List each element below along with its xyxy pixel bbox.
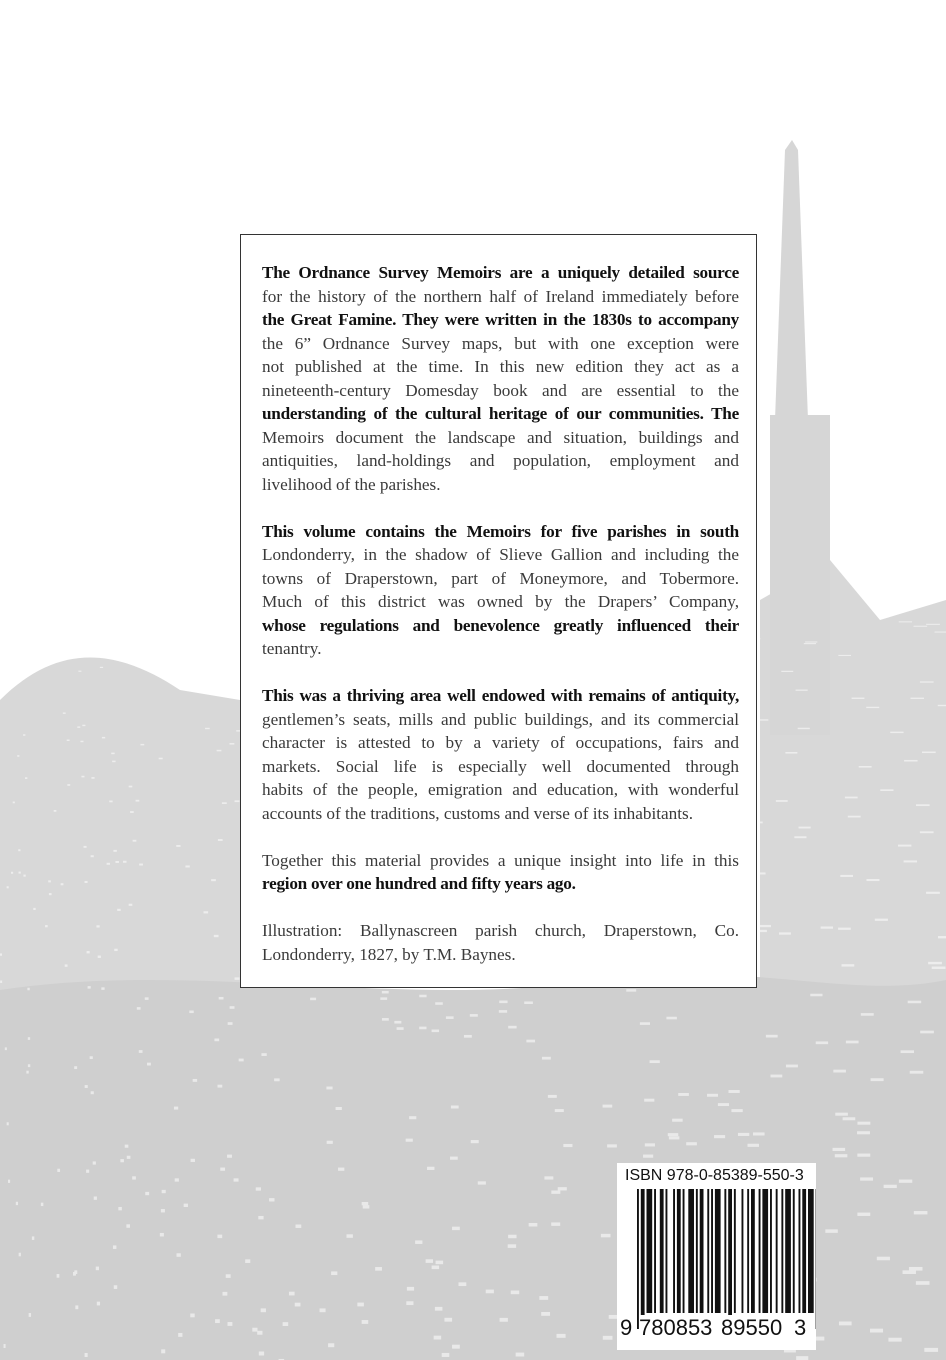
paragraph (262, 849, 739, 896)
barcode-bar (728, 1189, 732, 1329)
text-line: This was a thriving area well endowed with remains of antiquity, (262, 686, 739, 705)
barcode-bar (808, 1189, 814, 1313)
barcode-bar (751, 1189, 755, 1313)
barcode-bar (660, 1189, 664, 1313)
barcode-bar (700, 1189, 704, 1313)
isbn-label: ISBN 978-0-85389-550-3 (625, 1167, 804, 1184)
text-line: the 6” Ordnance Survey maps, but with one exception were (262, 333, 739, 353)
barcode-bar (707, 1189, 709, 1313)
text-line: whose regulations and benevolence greatly influenced their (262, 615, 739, 635)
barcode-bar (724, 1189, 726, 1313)
text-line: region over one hundred and fifty years ago. (262, 874, 576, 893)
barcode-bar (637, 1189, 639, 1329)
text-line: Together this material provides a unique insight into life in this (262, 850, 739, 870)
barcode-bar (677, 1189, 681, 1313)
text-line: nineteenth-century Domesday book and are essential to the (262, 380, 739, 400)
barcode-bar (666, 1189, 668, 1313)
church-spire (775, 140, 808, 420)
text-line: tenantry. (262, 639, 322, 658)
text-line: gentlemen’s seats, mills and public buildings, and its commercial (262, 709, 739, 729)
text-line: character is attested to by a variety of occupations, fairs and (262, 733, 739, 752)
text-line: This volume contains the Memoirs for five parishes in south (262, 521, 739, 541)
barcode-bar (785, 1189, 791, 1313)
paragraph (262, 919, 739, 966)
barcode-bar (747, 1189, 749, 1313)
text-line: for the history of the northern half of Ireland immediately before (262, 286, 739, 306)
paragraph (262, 684, 739, 825)
text-line: Memoirs document the landscape and situation, buildings and (262, 427, 739, 447)
paragraph (262, 520, 739, 661)
barcode-bar (742, 1189, 744, 1313)
barcode-bar (696, 1189, 698, 1313)
text-line: Londonderry, 1827, by T.M. Baynes. (262, 944, 516, 964)
text-line: not published at the time. In this new edition they act as a (262, 357, 739, 376)
barcode-bar (673, 1189, 675, 1313)
text-line: habits of the people, emigration and education, with wonderful (262, 780, 739, 799)
barcode-bar (715, 1189, 721, 1313)
barcode-bar (799, 1189, 801, 1313)
text-line: antiquities, land-holdings and population, employment and (262, 451, 739, 470)
text-line: accounts of the traditions, customs and verse of its inhabitants. (262, 803, 694, 823)
barcode-bar (762, 1189, 768, 1313)
barcode-digit-last: 3 (794, 1315, 807, 1340)
isbn-barcode (617, 1163, 816, 1350)
barcode-digits-left: 780853 (639, 1315, 713, 1340)
paragraph (262, 261, 739, 496)
barcode-bar (770, 1189, 772, 1313)
text-line: markets. Social life is especially well documented through (262, 756, 739, 776)
text-line: towns of Draperstown, part of Moneymore, and Tobermore. (262, 568, 739, 588)
text-line: Illustration: Ballynascreen parish church, Draperstown, Co. (262, 921, 739, 940)
blurb-text-box (240, 234, 757, 988)
barcode-bar (734, 1189, 736, 1313)
text-line: Londonderry, in the shadow of Slieve Gallion and including the (262, 545, 739, 564)
barcode-bar (647, 1189, 653, 1313)
barcode-bar (802, 1189, 806, 1313)
text-line: livelihood of the parishes. (262, 474, 441, 494)
barcode-bar (759, 1189, 761, 1313)
barcode-bar (683, 1189, 685, 1313)
text-line: the Great Famine. They were written in the 1830s to accompany (262, 310, 739, 329)
barcode-bar (711, 1189, 713, 1313)
barcode-bar (654, 1189, 656, 1313)
text-line: understanding of the cultural heritage of our communities. The (262, 404, 739, 423)
text-line: The Ordnance Survey Memoirs are a uniquely detailed source (262, 263, 739, 282)
barcode-digits-right: 89550 (721, 1315, 783, 1340)
barcode-digit-first: 9 (620, 1315, 633, 1340)
barcode-bar (793, 1189, 795, 1313)
text-line: Much of this district was owned by the Drapers’ Company, (262, 592, 739, 611)
barcode-bar (776, 1189, 778, 1313)
barcode-bar (641, 1189, 645, 1329)
barcode-bar (781, 1189, 783, 1313)
barcode-bar (688, 1189, 694, 1313)
barcode-bars (617, 1189, 816, 1329)
